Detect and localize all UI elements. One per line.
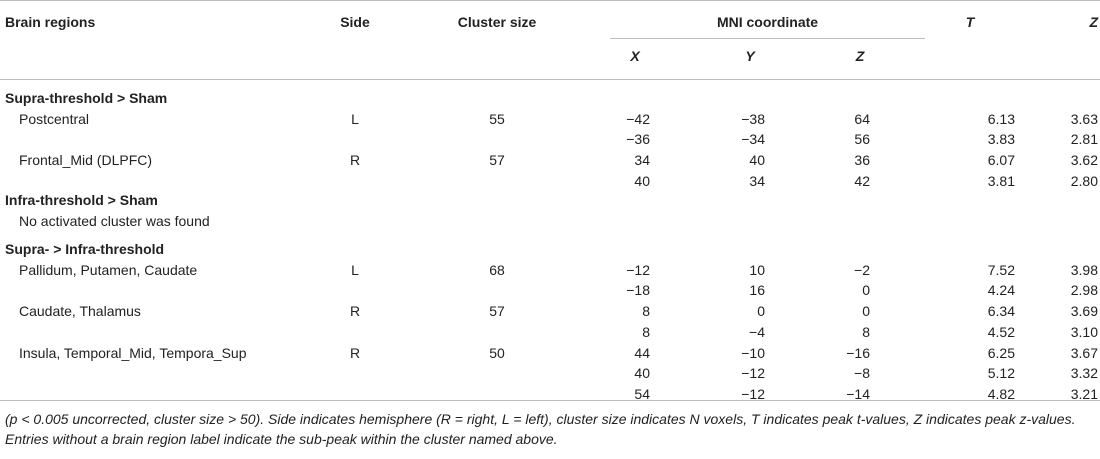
cell-zv: 3.32: [1070, 365, 1098, 382]
cell-zv: 3.69: [1070, 303, 1098, 320]
cell-side: R: [349, 303, 361, 320]
cell-t: 4.82: [987, 385, 1015, 402]
cell-z: 0: [862, 282, 870, 299]
cell-zv: 2.80: [1070, 172, 1098, 189]
cell-region: Frontal_Mid (DLPFC): [19, 152, 153, 169]
header-mni-coordinate: MNI coordinate: [716, 14, 819, 30]
cell-z: 42: [854, 172, 870, 189]
cell-y: 10: [749, 261, 765, 278]
cell-x: 34: [634, 152, 650, 169]
header-y: Y: [745, 48, 755, 64]
cell-t: 3.81: [987, 172, 1015, 189]
cell-zv: 2.98: [1070, 282, 1098, 299]
cell-t: 6.13: [987, 110, 1015, 127]
cell-z: 64: [854, 110, 870, 127]
cell-x: 8: [642, 303, 650, 320]
cell-zv: 3.67: [1070, 344, 1098, 361]
cell-z: −14: [846, 385, 870, 402]
cell-t: 7.52: [987, 261, 1015, 278]
cell-side: R: [349, 152, 361, 169]
cell-cluster: 57: [489, 152, 505, 169]
cell-y: 0: [757, 303, 765, 320]
cell-zv: 3.10: [1070, 323, 1098, 340]
table-footnote: (p < 0.005 uncorrected, cluster size > 50). Side indicates hemisphere (R = right, L = left), cluster size indicates N voxels, T indicates peak t-values, Z indicates peak z-values. Entries without a brain region label indicate the sub-peak within the cluster named above.: [5, 411, 1076, 447]
cell-zv: 3.21: [1070, 385, 1098, 402]
cell-z: 56: [854, 131, 870, 148]
cell-x: 54: [634, 385, 650, 402]
cell-t: 3.83: [987, 131, 1015, 148]
cell-zv: 3.98: [1070, 261, 1098, 278]
cell-x: −12: [626, 261, 650, 278]
cell-z: −8: [854, 365, 870, 382]
table-top-rule: [0, 0, 1100, 1]
cell-z: −2: [854, 261, 870, 278]
cell-x: −18: [626, 282, 650, 299]
cell-cluster: 68: [489, 261, 505, 278]
cell-region: No activated cluster was found: [19, 212, 210, 229]
section-title: Infra-threshold > Sham: [5, 192, 158, 208]
header-z: Z: [855, 48, 865, 64]
section-title: Supra-threshold > Sham: [5, 90, 168, 106]
cell-x: 40: [634, 365, 650, 382]
cell-x: 44: [634, 344, 650, 361]
cell-t: 6.25: [987, 344, 1015, 361]
cell-y: −38: [741, 110, 765, 127]
cell-region: Caudate, Thalamus: [19, 303, 141, 320]
cell-t: 4.52: [987, 323, 1015, 340]
cell-z: −16: [846, 344, 870, 361]
cell-z: 8: [862, 323, 870, 340]
table-bottom-rule: [0, 400, 1100, 401]
cell-y: −10: [741, 344, 765, 361]
section-title: Supra- > Infra-threshold: [5, 241, 165, 257]
cell-zv: 2.81: [1070, 131, 1098, 148]
cell-cluster: 57: [489, 303, 505, 320]
cell-x: −42: [626, 110, 650, 127]
cell-cluster: 55: [489, 110, 505, 127]
cell-t: 4.24: [987, 282, 1015, 299]
header-bottom-rule: [0, 79, 1100, 80]
cell-t: 6.34: [987, 303, 1015, 320]
cell-y: −34: [741, 131, 765, 148]
header-x: X: [630, 48, 640, 64]
cell-y: 40: [749, 152, 765, 169]
cell-side: L: [351, 261, 359, 278]
cell-x: 40: [634, 172, 650, 189]
header-z-score: Z: [1089, 14, 1098, 30]
header-brain-regions: Brain regions: [5, 14, 96, 30]
cell-y: 34: [749, 172, 765, 189]
cell-y: −4: [749, 323, 765, 340]
cell-cluster: 50: [489, 344, 505, 361]
cell-region: Pallidum, Putamen, Caudate: [19, 261, 198, 278]
cell-region: Postcentral: [19, 110, 90, 127]
cell-t: 6.07: [987, 152, 1015, 169]
header-cluster-size: Cluster size: [457, 14, 537, 30]
cell-t: 5.12: [987, 365, 1015, 382]
cell-z: 36: [854, 152, 870, 169]
cell-y: 16: [749, 282, 765, 299]
cell-region: Insula, Temporal_Mid, Tempora_Sup: [19, 344, 247, 361]
header-t: T: [965, 14, 975, 30]
cell-zv: 3.63: [1070, 110, 1098, 127]
cell-y: −12: [741, 365, 765, 382]
cell-x: 8: [642, 323, 650, 340]
cell-x: −36: [626, 131, 650, 148]
cell-side: R: [349, 344, 361, 361]
cell-y: −12: [741, 385, 765, 402]
cell-side: L: [351, 110, 359, 127]
cell-z: 0: [862, 303, 870, 320]
cell-zv: 3.62: [1070, 152, 1098, 169]
mni-header-rule: [610, 38, 925, 39]
header-side: Side: [340, 14, 370, 30]
